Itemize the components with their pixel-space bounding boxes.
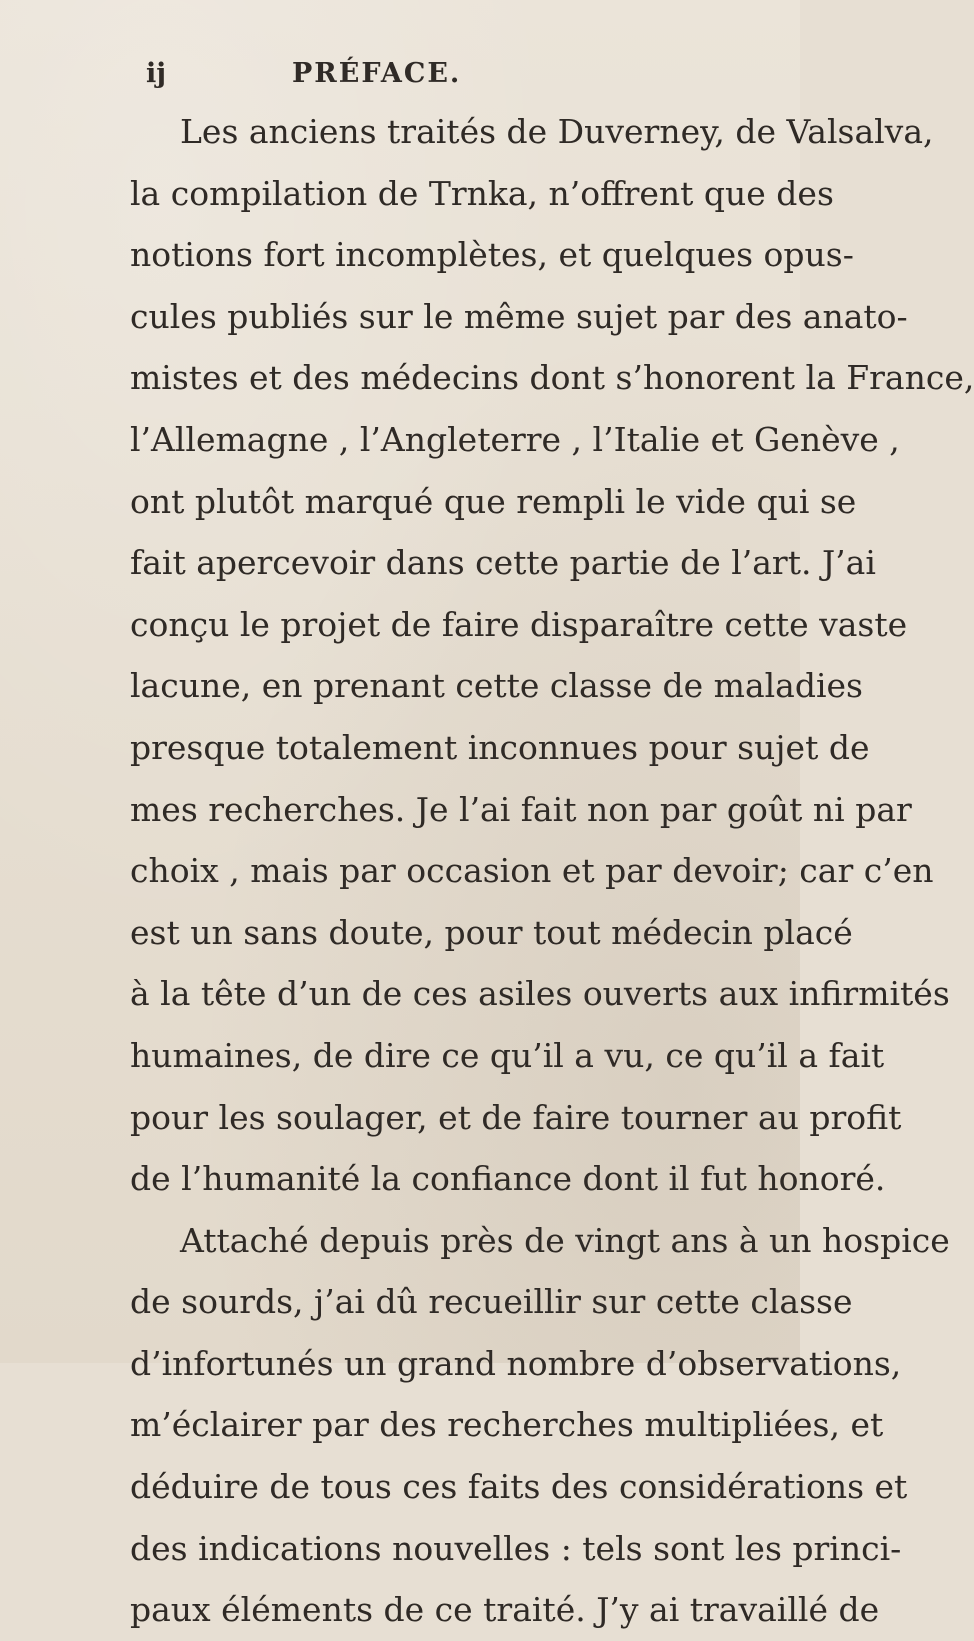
- text-line: des indications nouvelles : tels sont les princi-: [130, 1528, 902, 1568]
- text-line: m’éclairer par des recherches multipliées, et: [130, 1405, 884, 1445]
- text-line: Attaché depuis près de vingt ans à un hospice: [180, 1220, 950, 1260]
- text-line: presque totalement inconnues pour sujet de: [130, 727, 870, 767]
- text-line: paux éléments de ce traité. J’y ai travaillé de: [130, 1590, 880, 1630]
- text-line: ont plutôt marqué que rempli le vide qui se: [130, 481, 857, 521]
- text-line: est un sans doute, pour tout médecin placé: [130, 912, 853, 952]
- text-line: pour les soulager, et de faire tourner au profit: [130, 1097, 902, 1137]
- text-line: humaines, de dire ce qu’il a vu, ce qu’il a fait: [130, 1035, 885, 1075]
- text-line: Les anciens traités de Duverney, de Valsalva,: [180, 112, 934, 151]
- paragraph-2: [130, 1210, 950, 1641]
- text-line: lacune, en prenant cette classe de maladies: [130, 666, 863, 706]
- text-line: la compilation de Trnka, n’offrent que des: [130, 173, 834, 213]
- body-text: [130, 101, 974, 1641]
- text-line: d’infortunés un grand nombre d’observations,: [130, 1343, 902, 1383]
- page-number: ij: [146, 58, 167, 89]
- text-line: conçu le projet de faire disparaître cette vaste: [130, 604, 908, 644]
- running-head: PRÉFACE.: [292, 58, 462, 89]
- text-line: mes recherches. Je l’ai fait non par goût ni par: [130, 789, 912, 829]
- paragraph-1: [130, 101, 974, 1210]
- text-line: déduire de tous ces faits des considérations et: [130, 1467, 908, 1507]
- page-header: [0, 58, 800, 98]
- text-line: cules publiés sur le même sujet par des anato-: [130, 296, 908, 336]
- text-line: notions fort incomplètes, et quelques opus-: [130, 235, 854, 275]
- text-line: choix , mais par occasion et par devoir; car c’en: [130, 851, 934, 891]
- text-line: mistes et des médecins dont s’honorent la France,: [130, 358, 974, 398]
- text-line: de l’humanité la confiance dont il fut honoré.: [130, 1159, 886, 1199]
- text-line: fait apercevoir dans cette partie de l’art. J’ai: [130, 543, 876, 583]
- text-line: de sourds, j’ai dû recueillir sur cette classe: [130, 1282, 853, 1322]
- text-line: l’Allemagne , l’Angleterre , l’Italie et Genève ,: [130, 419, 900, 459]
- text-line: à la tête d’un de ces asiles ouverts aux infirmités: [130, 974, 950, 1014]
